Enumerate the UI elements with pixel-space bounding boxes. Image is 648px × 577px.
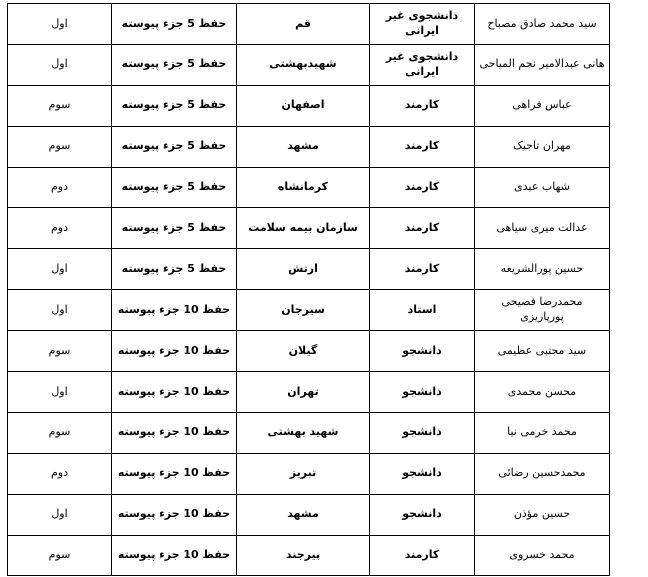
competition-category-cell: حفظ 5 جزء پیوسته [112,4,237,45]
participant-role-cell: کارمند [370,249,475,290]
participant-role-cell: دانشجو [370,412,475,453]
participant-role-cell: کارمند [370,535,475,576]
participant-role-cell: کارمند [370,85,475,126]
participant-city-cell: تهران [237,372,370,413]
participant-name-cell: محمدحسین رضائی [475,453,610,494]
participant-city-cell: تبریز [237,453,370,494]
participant-name-cell: حسین پورالشریعه [475,249,610,290]
competition-category-cell: حفظ 5 جزء پیوسته [112,249,237,290]
table-row [8,167,610,208]
participant-rank-cell: سوم [8,412,112,453]
table-row [8,412,610,453]
results-table-container [7,3,610,576]
participant-rank-cell: سوم [8,331,112,372]
participant-rank-cell: سوم [8,126,112,167]
participant-name-cell: سید مجتبی عظیمی [475,331,610,372]
table-row [8,535,610,576]
participant-name-cell: محمد خسروی [475,535,610,576]
results-table [7,3,610,576]
table-row [8,44,610,85]
participant-role-cell: کارمند [370,126,475,167]
competition-category-cell: حفظ 5 جزء پیوسته [112,44,237,85]
table-row [8,208,610,249]
participant-city-cell: سیرجان [237,290,370,331]
participant-city-cell: بیرجند [237,535,370,576]
participant-rank-cell: سوم [8,85,112,126]
participant-name-cell: مهران تاجیک [475,126,610,167]
participant-city-cell: شهیدبهشتی [237,44,370,85]
table-row [8,290,610,331]
participant-rank-cell: اول [8,372,112,413]
participant-role-cell: دانشجو [370,331,475,372]
participant-rank-cell: اول [8,44,112,85]
participant-rank-cell: اول [8,249,112,290]
competition-category-cell: حفظ 10 جزء پیوسته [112,535,237,576]
participant-city-cell: مشهد [237,126,370,167]
participant-rank-cell: دوم [8,208,112,249]
participant-role-cell: دانشجوی غیر ایرانی [370,44,475,85]
table-row [8,331,610,372]
participant-rank-cell: اول [8,494,112,535]
participant-city-cell: شهید بهشتی [237,412,370,453]
participant-city-cell: گیلان [237,331,370,372]
participant-name-cell: محمد خرمی نیا [475,412,610,453]
participant-rank-cell: سوم [8,535,112,576]
participant-rank-cell: اول [8,4,112,45]
participant-name-cell: هانی عبدالامیر نجم المیاحی [475,44,610,85]
competition-category-cell: حفظ 10 جزء پیوسته [112,494,237,535]
competition-category-cell: حفظ 10 جزء پیوسته [112,331,237,372]
participant-city-cell: کرمانشاه [237,167,370,208]
competition-category-cell: حفظ 10 جزء پیوسته [112,372,237,413]
table-row [8,453,610,494]
participant-name-cell: محسن محمدی [475,372,610,413]
competition-category-cell: حفظ 10 جزء پیوسته [112,453,237,494]
table-row [8,372,610,413]
participant-role-cell: دانشجو [370,372,475,413]
participant-rank-cell: دوم [8,167,112,208]
participant-name-cell: شهاب عبدی [475,167,610,208]
participant-name-cell: عباس فراهی [475,85,610,126]
table-row [8,249,610,290]
participant-role-cell: کارمند [370,208,475,249]
table-row [8,494,610,535]
participant-city-cell: قم [237,4,370,45]
competition-category-cell: حفظ 5 جزء پیوسته [112,126,237,167]
competition-category-cell: حفظ 10 جزء پیوسته [112,290,237,331]
table-row [8,126,610,167]
participant-name-cell: عدالت میری سیاهی [475,208,610,249]
competition-category-cell: حفظ 10 جزء پیوسته [112,412,237,453]
participant-city-cell: سازمان بیمه سلامت [237,208,370,249]
participant-name-cell: سید محمد صادق مصباح [475,4,610,45]
participant-name-cell: محمدرضا فصیحی پورپاریزی [475,290,610,331]
participant-role-cell: دانشجوی غیر ایرانی [370,4,475,45]
participant-role-cell: استاد [370,290,475,331]
participant-city-cell: مشهد [237,494,370,535]
participant-city-cell: ارتش [237,249,370,290]
participant-role-cell: دانشجو [370,453,475,494]
table-row [8,4,610,45]
participant-role-cell: کارمند [370,167,475,208]
participant-rank-cell: اول [8,290,112,331]
participant-name-cell: حسین مؤذن [475,494,610,535]
participant-role-cell: دانشجو [370,494,475,535]
results-table-body [8,4,610,576]
competition-category-cell: حفظ 5 جزء پیوسته [112,167,237,208]
competition-category-cell: حفظ 5 جزء پیوسته [112,85,237,126]
participant-city-cell: اصفهان [237,85,370,126]
competition-category-cell: حفظ 5 جزء پیوسته [112,208,237,249]
participant-rank-cell: دوم [8,453,112,494]
table-row [8,85,610,126]
